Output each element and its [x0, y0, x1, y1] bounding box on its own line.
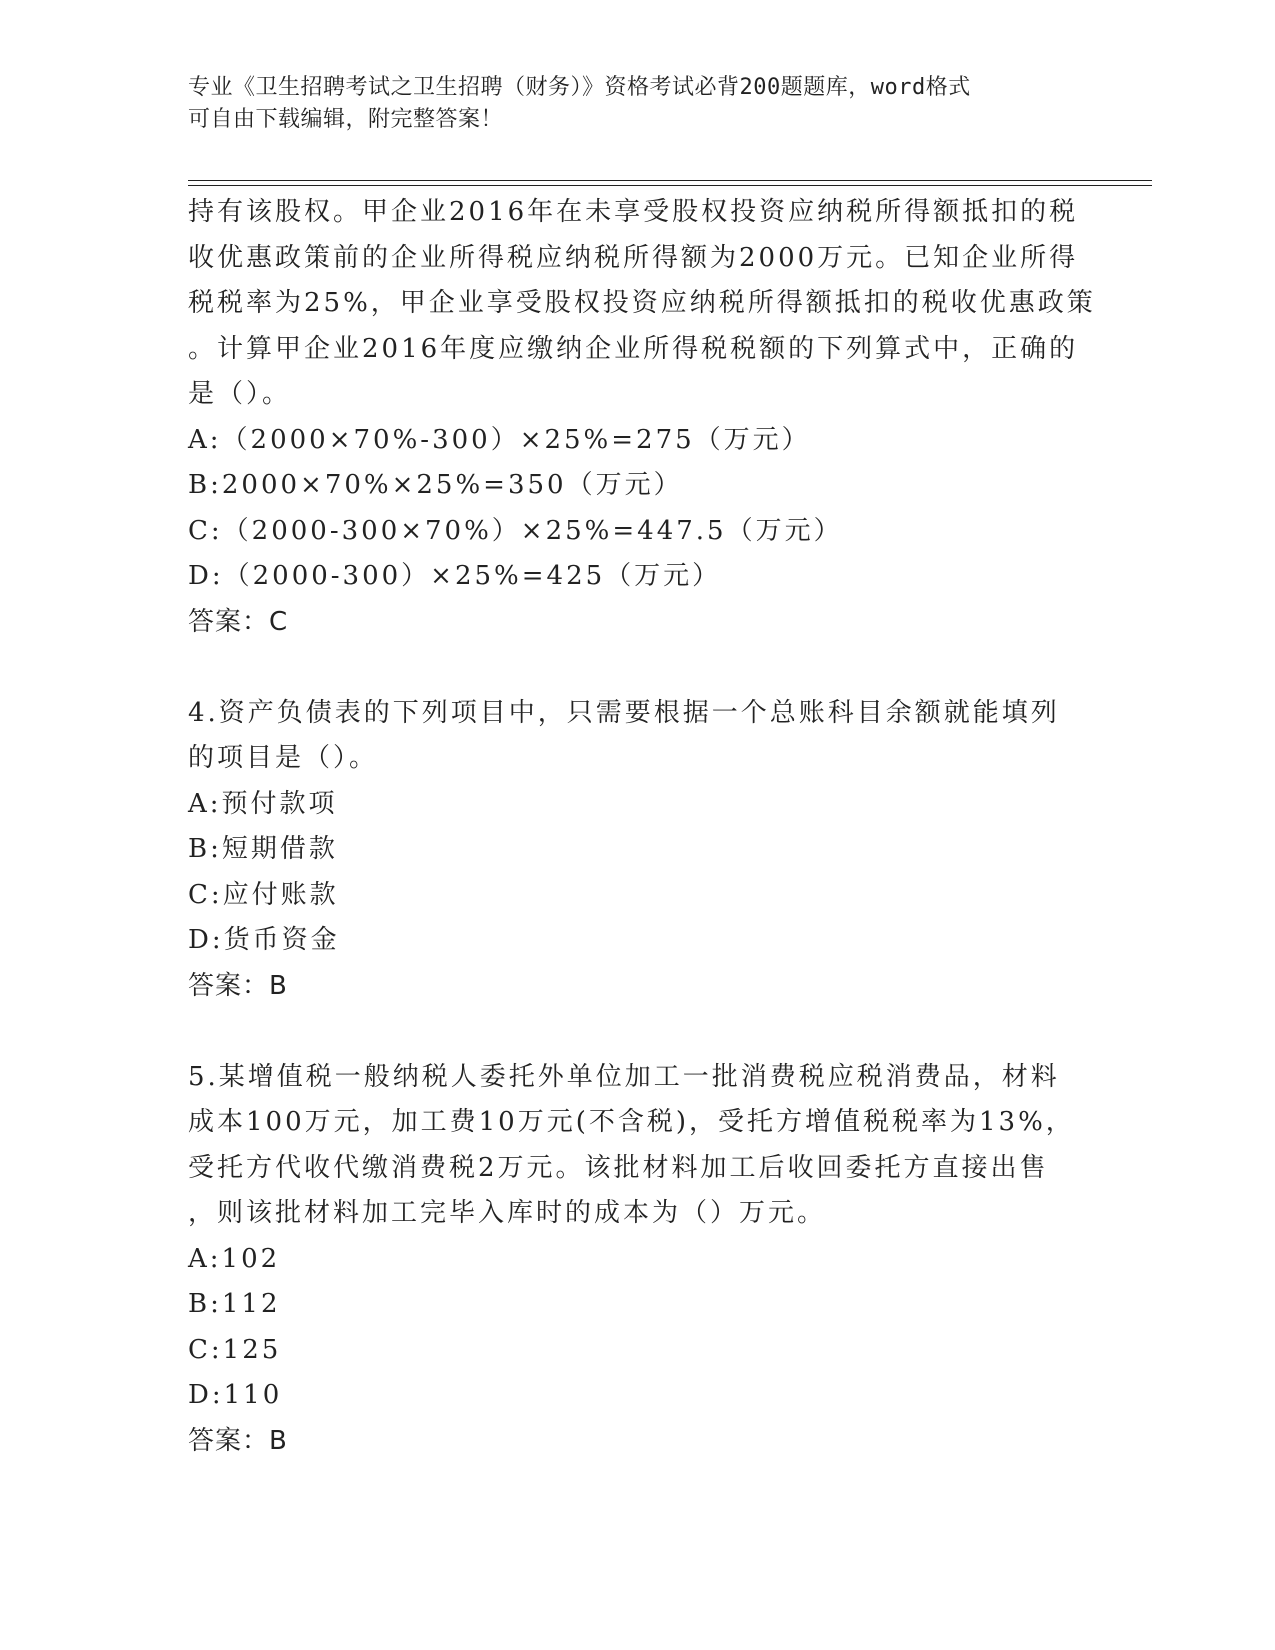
question-stem-line: 持有该股权。甲企业2016年在未享受股权投资应纳税所得额抵扣的税	[188, 197, 1079, 227]
option-a: A:102	[188, 1243, 281, 1274]
question-stem-line: 受托方代收代缴消费税2万元。该批材料加工后收回委托方直接出售	[188, 1152, 1049, 1183]
answer-label: 答案：B	[188, 970, 288, 1001]
question-stem-line: 4.资产负债表的下列项目中，只需要根据一个总账科目余额就能填列	[188, 697, 1060, 728]
header-line-2: 可自由下载编辑，附完整答案！	[188, 107, 504, 132]
option-b: B:2000×70%×25%=350（万元）	[188, 470, 683, 500]
question-stem-line: 收优惠政策前的企业所得税应纳税所得额为2000万元。已知企业所得	[188, 242, 1079, 273]
option-d: D:110	[188, 1380, 283, 1410]
question-stem-line: 。计算甲企业2016年度应缴纳企业所得税税额的下列算式中，正确的	[188, 333, 1079, 364]
question-stem-line: 是（）。	[188, 379, 292, 409]
option-c: C:应付账款	[188, 879, 339, 910]
question-stem-line: ，则该批材料加工完毕入库时的成本为（）万元。	[188, 1198, 827, 1228]
document-header	[188, 72, 1088, 136]
answer-label: 答案：B	[188, 1425, 288, 1456]
question-4	[188, 691, 1088, 1010]
option-c: C:（2000-300×70%）×25%=447.5（万元）	[188, 515, 843, 546]
question-5	[188, 1055, 1088, 1465]
question-stem-line: 的项目是（）。	[188, 743, 379, 773]
header-line-1: 专业《卫生招聘考试之卫生招聘（财务）》资格考试必背200题题库，word格式	[188, 75, 971, 100]
question-stem-line: 成本100万元，加工费10万元(不含税)，受托方增值税税率为13%，	[188, 1107, 1075, 1137]
option-d: D:货币资金	[188, 925, 340, 955]
header-rule-bottom	[188, 185, 1152, 186]
document-body	[188, 190, 1096, 1464]
option-b: B:112	[188, 1289, 281, 1319]
spacer	[188, 645, 1088, 691]
spacer	[188, 1009, 1088, 1055]
question-stem-line: 税税率为25%，甲企业享受股权投资应纳税所得额抵扣的税收优惠政策	[188, 288, 1096, 318]
option-c: C:125	[188, 1334, 282, 1365]
option-a: A:（2000×70%-300）×25%=275（万元）	[188, 424, 811, 455]
option-b: B:短期借款	[188, 834, 338, 864]
question-stem-line: 5.某增值税一般纳税人委托外单位加工一批消费税应税消费品，材料	[188, 1061, 1060, 1092]
option-a: A:预付款项	[188, 788, 338, 819]
answer-label: 答案：C	[188, 606, 289, 637]
option-d: D:（2000-300）×25%=425（万元）	[188, 561, 722, 591]
header-rule-top	[188, 180, 1152, 181]
question-3	[188, 190, 1096, 645]
